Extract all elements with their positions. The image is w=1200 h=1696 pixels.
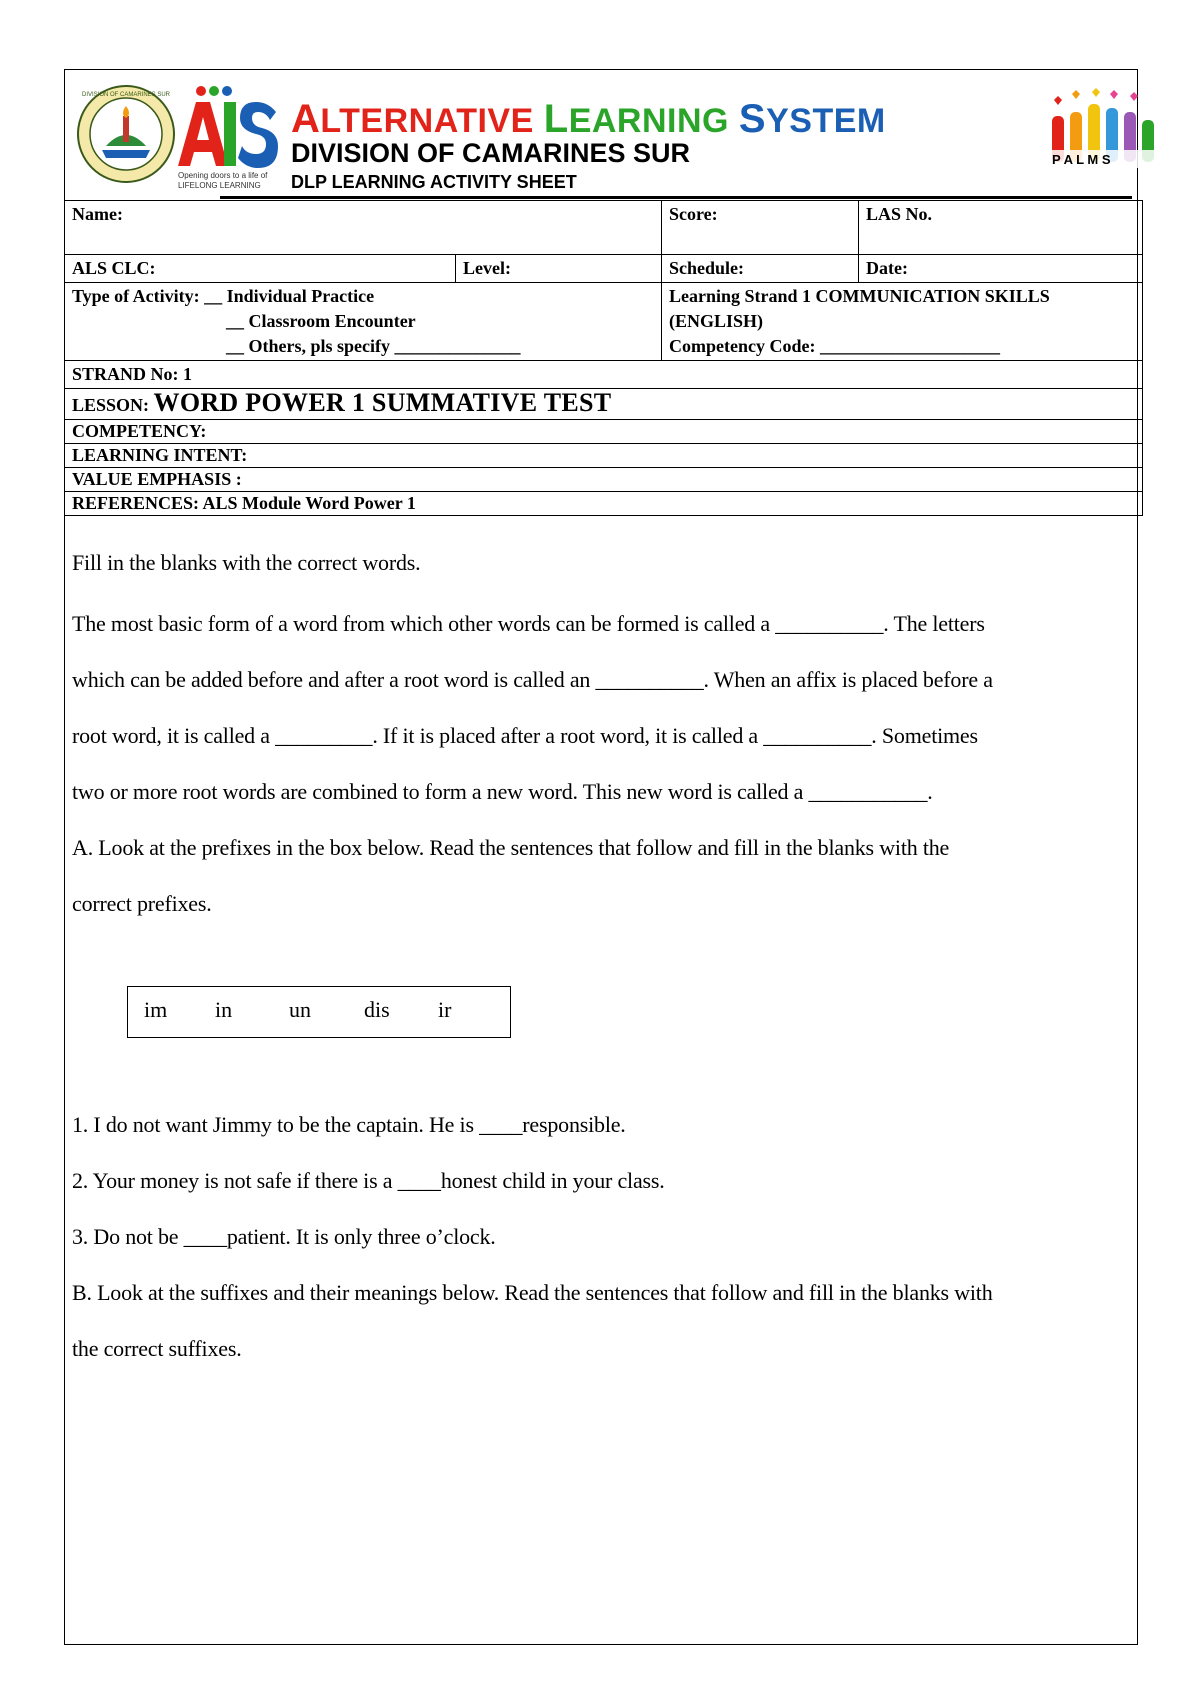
learning-strand-cell (662, 283, 1143, 361)
als-clc-field[interactable]: ALS CLC: (65, 255, 456, 283)
svg-text:DIVISION OF CAMARINES SUR: DIVISION OF CAMARINES SUR (81, 92, 171, 98)
prefix-option: un (289, 997, 311, 1022)
type-option-others[interactable]: __ Others, pls specify ______________ (226, 336, 521, 356)
question-item: 3. Do not be ____patient. It is only three o’clock. (72, 1224, 496, 1249)
prefix-option: in (215, 997, 233, 1022)
score-field[interactable]: Score: (662, 201, 859, 255)
type-option-individual[interactable]: Type of Activity: __ Individual Practice (72, 286, 375, 306)
type-of-activity-cell (65, 283, 662, 361)
als-logo (176, 84, 286, 194)
type-option-classroom[interactable]: __ Classroom Encounter (226, 311, 416, 331)
level-field[interactable]: Level: (456, 255, 662, 283)
value-emphasis-row: VALUE EMPHASIS : (65, 468, 1143, 492)
competency-code-field[interactable]: Competency Code: ____________________ (669, 336, 1000, 356)
learning-intent-row: LEARNING INTENT: (65, 444, 1143, 468)
svg-text:Opening doors to a life of: Opening doors to a life of (178, 171, 268, 180)
lesson-title: WORD POWER 1 SUMMATIVE TEST (153, 388, 612, 417)
division-name: DIVISION OF CAMARINES SUR (291, 138, 691, 168)
question-item: 2. Your money is not safe if there is a ____honest child in your class. (72, 1168, 665, 1193)
learning-strand-sub: (ENGLISH) (669, 311, 764, 331)
instruction: Fill in the blanks with the correct words. (72, 550, 421, 575)
paragraph-line: which can be added before and after a root word is called an __________. When an affix is placed before a (72, 667, 993, 692)
section-b-instruction: the correct suffixes. (72, 1336, 242, 1361)
info-table (64, 200, 1143, 516)
date-field[interactable]: Date: (859, 255, 1143, 283)
paragraph-line: root word, it is called a _________. If it is placed after a root word, it is called a __________. Sometimes (72, 723, 978, 748)
strand-no: STRAND No: 1 (65, 361, 1143, 389)
name-field[interactable]: Name: (65, 201, 662, 255)
learning-strand-label: Learning Strand 1 COMMUNICATION SKILLS (669, 286, 1050, 306)
paragraph-line: two or more root words are combined to form a new word. This new word is called a ___________. (72, 779, 933, 804)
program-title: ALTERNATIVE LEARNING SYSTEM (291, 97, 886, 141)
prefix-box (127, 986, 511, 1038)
palms-logo (1044, 86, 1164, 184)
prefix-option: im (144, 997, 168, 1022)
prefix-option: ir (438, 997, 452, 1022)
header-rule (220, 196, 1132, 199)
lesson-label: LESSON: (72, 395, 154, 415)
las-no-field[interactable]: LAS No. (859, 201, 1143, 255)
competency-row: COMPETENCY: (65, 420, 1143, 444)
question-list (72, 1097, 1132, 1377)
svg-text:LIFELONG LEARNING: LIFELONG LEARNING (178, 181, 261, 190)
paragraph-line: The most basic form of a word from which other words can be formed is called a __________. The letters (72, 611, 985, 636)
section-a-instruction: A. Look at the prefixes in the box below. Read the sentences that follow and fill in the blanks with the (72, 835, 950, 860)
question-item: 1. I do not want Jimmy to be the captain. He is ____responsible. (72, 1112, 626, 1137)
division-seal-logo (76, 84, 176, 184)
prefix-option: dis (364, 997, 390, 1022)
references-row: REFERENCES: ALS Module Word Power 1 (65, 492, 1143, 516)
lesson-row (65, 389, 1143, 420)
section-a-instruction: correct prefixes. (72, 891, 212, 916)
sheet-title: DLP LEARNING ACTIVITY SHEET (291, 172, 577, 192)
svg-text:P A L M S: P A L M S (1052, 152, 1111, 167)
section-b-instruction: B. Look at the suffixes and their meanings below. Read the sentences that follow and fill in the blanks with (72, 1280, 993, 1305)
worksheet-body (72, 548, 1132, 932)
schedule-field[interactable]: Schedule: (662, 255, 859, 283)
